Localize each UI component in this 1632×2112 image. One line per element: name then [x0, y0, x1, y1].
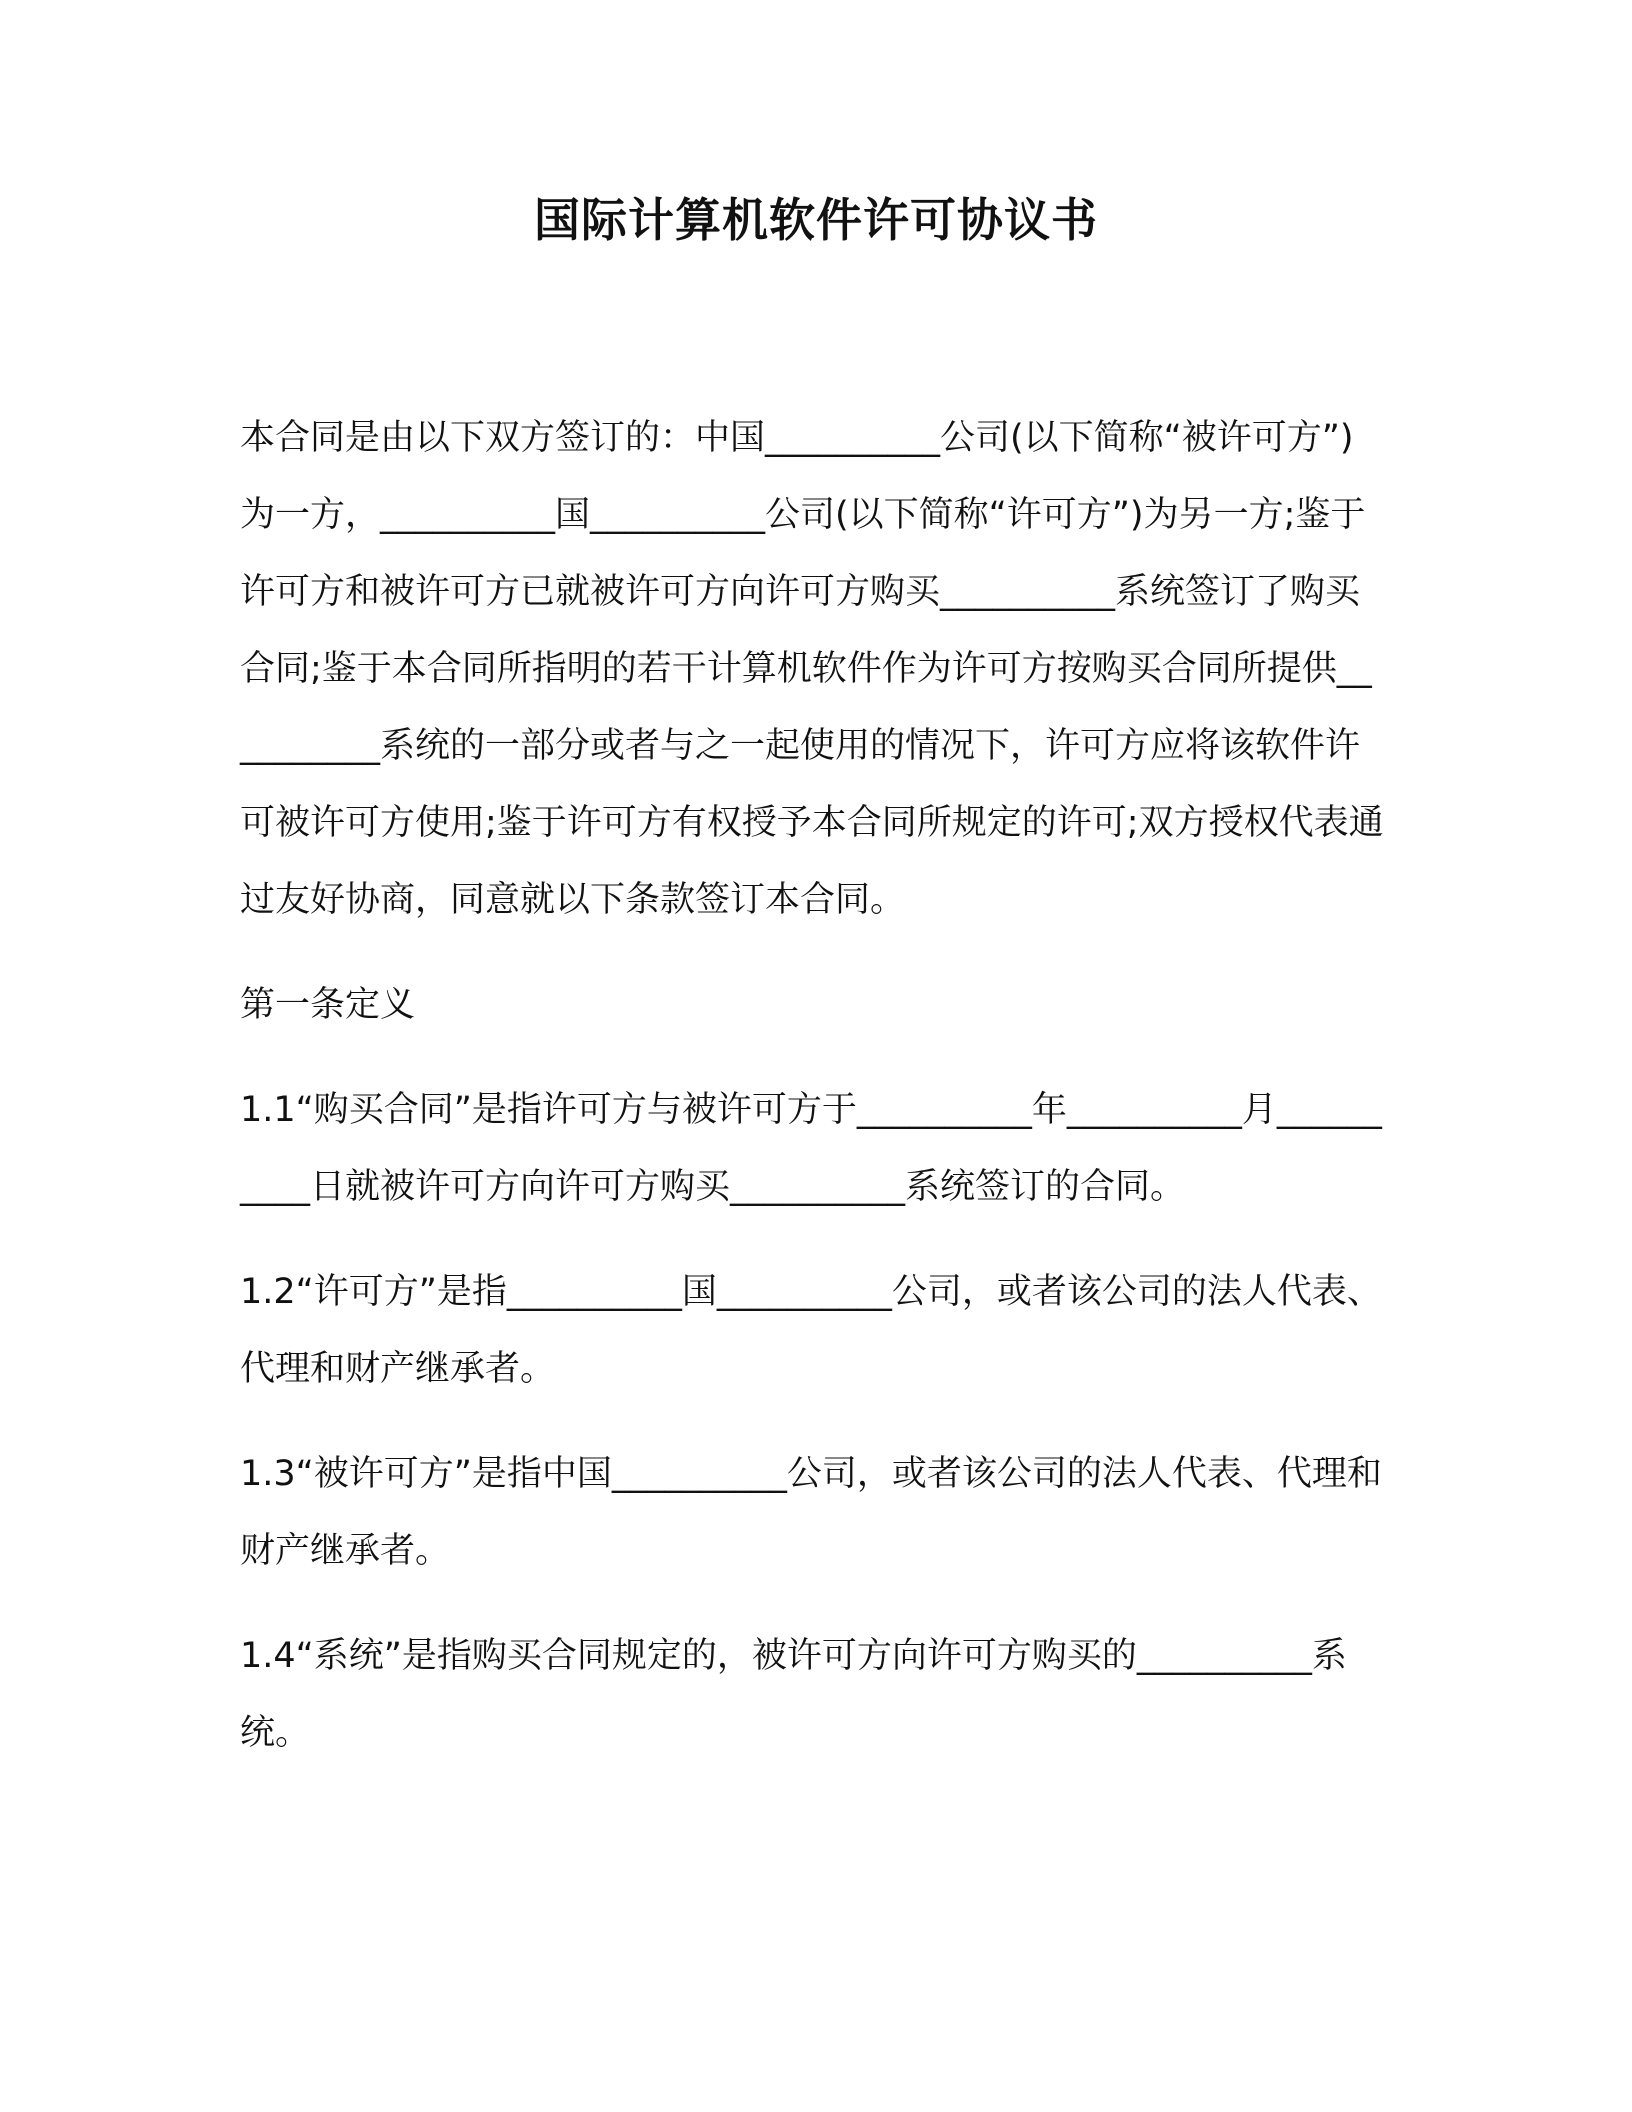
document-body — [240, 400, 1385, 1772]
document-title: 国际计算机软件许可协议书 — [534, 193, 1098, 247]
clause-1-1: 1.1“购买合同”是指许可方与被许可方于__________年__________月__________日就被许可方向许可方购买__________系统签订的合同。 — [240, 1090, 1382, 1207]
article-1-heading: 第一条定义 — [240, 985, 416, 1025]
clause-1-4: 1.4“系统”是指购买合同规定的，被许可方向许可方购买的__________系统。 — [240, 1636, 1347, 1753]
clause-1-2: 1.2“许可方”是指__________国__________公司，或者该公司的法人代表、代理和财产继承者。 — [240, 1272, 1382, 1389]
preamble-paragraph: 本合同是由以下双方签订的：中国__________公司(以下简称“被许可方”)为一方，__________国__________公司(以下简称“许可方”)为另一方;鉴于许可方和被许可方已就被许可方向许可方购买__________系统签订了购买合同;鉴于本合同所指明的若干计算机软件作为许可方按购买合同所提供__________系统的一部分或者与之一起使用的情况下，许可方应将该软件许可被许可方使用;鉴于许可方有权授予本合同所规定的许可;双方授权代表通过友好协商，同意就以下条款签订本合同。 — [240, 418, 1384, 920]
clause-1-3: 1.3“被许可方”是指中国__________公司，或者该公司的法人代表、代理和财产继承者。 — [240, 1454, 1382, 1571]
